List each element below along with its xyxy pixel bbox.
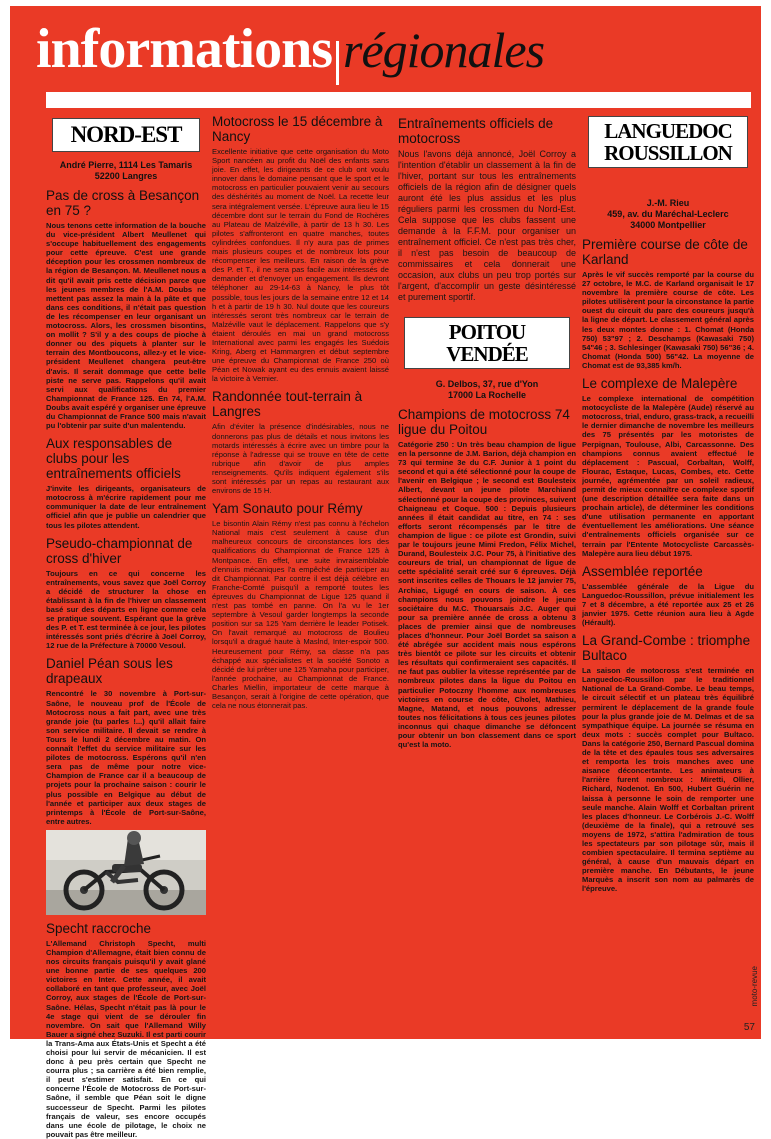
masthead-title: informations [36,18,332,80]
masthead-divider [336,41,339,85]
article-headline: Randonnée tout-terrain à Langres [212,389,363,420]
article-headline: Champions de motocross 74 ligue du Poitou [398,407,570,437]
article-body: Le bisontin Alain Rémy n'est pas connu à l'échelon National mais c'est seulement à cause d'un malheureux concours de circonstances lors des qualifications du Championnat de France 125 à Montpance. En effet, une suite invraisemblable d'ennuis mécaniques l'a empêché de participer au dit Championnat. Par contre il est déjà célèbre en Franche-Comté puisqu'il a remporté toutes les épreuves du Championnat de Ligue 125 quand il n'est pas tombé en panne. On l'a vu le 1er septembre à Vesoul garder longtemps la seconde position sur sa 125 Yam derrière le leader Potisek. On l'avait remarqué au motocross de Boulieu lorsqu'il a dragué haute à Maslnd, Inter-espoir 500. Heureusement pour Rémy, sa classe n'a pas échappé aux spécialistes et la société Sonoto a décidé de lui prêter une 125 Yamaha pour participer, l'année prochaine, au Championnat de France. Charles Miellin, importateur de cette marque à Besançon, serait à l'origine de cette opération, que cela ne nous étonnerait pas. [212,519,389,711]
article-body: J'invite les dirigeants, organisateurs de motocross à m'écrire rapidement pour me communiquer la date de leur entraînement officiel afin que je publie un calendrier que tous les pilotes attendent. [46,484,206,530]
column-4 [582,114,754,1029]
article-headline: Entraînements officiels de motocross [398,116,554,146]
article-body: La saison de motocross s'est terminée en Languedoc-Roussillon par le traditionnel National de La Grand-Combe. Le beau temps, le circuit sélectif et un plateau très équilibré permirent le déplacement de la grande foule pour la plus grande joie de M. Delmas et de sa sympathique équipe. La journée se résuma en deux mots : succès complet pour Bultaco. Dans la catégorie 250, Bernard Pascual domina de la tête et des épaules tous ses adversaires et remporta les trois manches avec une aisance déconcertante. Les animateurs à l'arrière furent nombreux : Miretti, Ollier, Richard, Nodenot. En 500, Hubert Guérin ne laissa à personne le soin de remporter une seule manche. Alain Wolff et Corbaltan prirent les places d'honneur. Le Corbérois J.-C. Wolff (deuxième de la finale), qui a retrouvé ses moyens de 1972, s'attira l'admiration de tous les spectateurs par son pilotage sûr, mais il combien spectaculaire. Il termina septième au général, à cause d'un mauvais départ en première manche. En Débutants, le jeune Marquès a inscrit son nom au palmarès de l'épreuve. [582,666,754,894]
article-body: Catégorie 250 : Un très beau champion de ligue en la personne de J.M. Barion, déjà champion en 73 qui termine 3e du C.F. Junior à 1 point du second et qui a été sélectionné pour la coupe de l'avenir en Belgique ; le second est Boulesteix Albert, devant un jeune pilote Marchiand sélectionné pour la coupe des provinces, suivent Chaigneau et Coque. 500 : Depuis plusieurs années il était candidat au titre, en 74 : ses efforts seront récompensés par le titre de champion de ligue : ce pilote est Grondin, suivi par le toujours jeune Mimi Fredon, Félix Michel, Durand, Boulesteix J.C. Pour 75, à l'initiative des coureurs de trial, un championnat de ligue de cette spécialité serait créé sur 6 épreuves. Déjà sont inscrites celles de Thouars le 12 janvier 75, Archiac, Ligugé en cours de saison. À ces champions nous pouvons joindre le jeune sociétaire du M.C. Thouarsais J.C. Auger qui pour sa première année de cross a obtenu 3 places de premier ainsi que de nombreuses places d'honneur. Pour Joël Bordet sa saison a été abrégée sur accident mais nous espérons très bientôt ce pilote sur les circuits et obtenir les résultats qui confirmeraient ses capacités. Il ne faut pas oublier la vitesse représentée par de nombreux pilotes dans la ligue du Poitou en particulier Potoczny l'homme aux nombreuses victoires en course de côte, Cholet, Mathieu, Magne, Matand, et nous pouvons adresser toutes nos félicitations à tous ces jeunes pilotes inconnus qui chaque dimanche se défoncent pour obtenir un bon classement dans ce sport qu'est la moto. [398,440,576,750]
page-number: 57 [743,1022,755,1033]
article-headline: Daniel Péan sous les drapeaux [46,656,173,687]
article-headline: Le complexe de Malepère [582,376,738,392]
magazine-page [10,6,761,1139]
article-body: Rencontré le 30 novembre à Port-sur-Saône, le nouveau prof de l'École de Motocross nous a fait part, avec une très grande joie (tu parles !...) qu'il allait faire son service militaire. Il devait se rendre à Tours le lundi 2 décembre au matin. On connaît l'effet du service militaire sur les pilotes de motocross. Espérons qu'il n'en sera pas de même pour notre vice-Champion de France car il a beaucoup de projets pour la prochaine saison : courir le plus possible en Belgique au début de l'année et participer aux deux stages de printemps à l'École de Port-sur-Saône, entre autres. [46,689,206,826]
article-headline: Specht raccroche [46,920,152,936]
article-headline: Première course de côte de Karland [582,237,748,267]
correspondent-address: J.-M. Rieu 459, av. du Maréchal-Leclerc 34000 Montpellier [607,198,729,230]
column-1 [46,114,206,1139]
section-title-nord-est: NORD-EST [52,118,200,152]
article-headline: Aux responsables de clubs pour les entraînements officiels [46,436,181,482]
correspondent-address: G. Delbos, 37, rue d'Yon 17000 La Rochelle [435,379,539,400]
article-body: Toujours en ce qui concerne les entraînements, vous savez que Joël Corroy a décidé de structurer la chose en établissant à la fin de l'hiver un classement basé sur des départs en ligne comme cela se pratique souvent. Espérant que la grève des P. et T. est terminée à ce jour, les pilotes intéressés sont priés d'écrire à Joël Corroy, 12 rue de la Préfecture à 70000 Vesoul. [46,568,206,651]
article-headline: Motocross le 15 décembre à Nancy [212,114,383,144]
correspondent-address: André Pierre, 1114 Les Tamaris 52200 Langres [59,160,193,181]
masthead [36,14,756,84]
article-body: Afin d'éviter la présence d'indésirables, nous ne donnerons pas plus de détails et nous invitons les motards intéressés à écrire avec un timbre pour la réponse à l'adresse qui se trouve en tête de cette rubrique afin d'avoir de plus amples renseignements. Qu'ils indiquent également s'ils sont intéressés par un repas au restaurant aux environs de 15 H. [212,422,389,496]
column-2 [212,114,389,1029]
article-body: L'assemblée générale de la Ligue du Languedoc-Roussillon, prévue initialement les 7 et 8 décembre, a été reportée aux 25 et 26 janvier 1975. Cette réunion aura lieu à Agde (Hérault). [582,581,754,628]
column-3 [398,114,576,1029]
article-body: Nous l'avons déjà annoncé, Joël Corroy a l'intention d'établir un classement à la fin de l'hiver, portant sur tous les entraînements officiels de la région afin de désigner quels auront été les plus assidus et les plus réguliers parmi les crossmen du Nord-Est. Cela suppose que les clubs fassent une demande à la F.F.M. pour organiser un entraînement officiel. Ce n'est pas très cher, il n'est pas besoin de beaucoup de commissaires et cela donnerait une occasion, aux clubs un peu trop portés sur l'argent, d'accomplir un geste désintéressé et purement sportif. [398,149,576,302]
article-headline: Assemblée reportée [582,563,703,579]
motocross-rider-photo [46,830,206,915]
section-title-poitou-vendee: POITOU VENDÉE [404,317,570,369]
article-headline: La Grand-Combe : triomphe Bultaco [582,633,751,664]
section-title-languedoc-roussillon: LANGUEDOC ROUSSILLON [588,116,748,168]
masthead-subtitle: régionales [343,22,545,78]
article-body: L'Allemand Christoph Specht, multi Champion d'Allemagne, était bien connu de nos circuits français puisqu'il y avait glané une bonne partie de ses quelques 200 victoires en Inter. Cette année, il avait collaboré en tant que professeur, avec Joël Corroy, aux stages de l'École de Port-sur-Saône. Hélas, Specht n'était pas là pour le 4e stage qui vient de se dérouler fin novembre. On sait que l'Allemand Willy Bauer a signé chez Suzuki. Il est parti courir la Trans-Ama aux États-Unis et Specht a été choisi pour lui servir de mécanicien. Il est donc à peu près certain que Specht ne courra plus ; sa carrière a été bien remplie, il peut s'estimer satisfait. En ce qui concerne l'École de Motocross de Port-sur-Saône, il semble que Péan soit le digne successeur de Specht. Parmi les pilotes français de valeur, ses encore occupés dans une école de pilotage, le choix ne pouvait pas être meilleur. [46,938,206,1139]
article-body: Excellente initiative que cette organisation du Moto Sport nancéen au profit du Noël des enfants sans joie. En effet, les dirigeants de ce club ont voulu innover dans le domaine pensant que le sport et le motocross en particulier pouvaient venir au secours des déshérités au moment de Noël. La recette leur sera intégralement versée. L'épreuve aura lieu le 15 décembre dont sur le terrain du Fond de Rochères au Plateau de Malzéville, à partir de 13 h 30. Les pilotes s'affronteront en quatre manches, toutes cylindrées confondues. Il n'y aura pas de primes mais plusieurs coupes et de nombreux lots pour récompenser les meilleurs. En raison de la grève des P. et T., il ne sera pas facile aux intéressés de demander et d'envoyer un engagement. Ils devront téléphoner au 29-14-63 à Nancy, le plus tôt possible, tous les jours de la semaine entre 12 et 14 h et à partir de 19 h 30. Nul doute que les coureurs intéressés seront très nombreux car le terrain de Malzéville vaut le déplacement. Rappelons que s'y étaient déroulés en mai un grand motocross International avec parmi les engagés les Suédois Kring, Aberg et Hammargren et début septembre une épreuve du Championnat de France 250 où Péan et Nowak ayant eu des ennuis avaient laissé la victoire à Vernier. [212,147,389,384]
article-body: Nous tenons cette information de la bouche du vice-président Albert Meullenet qui s'occupe habituellement des engagements pour cette épreuve. C'est une grande déception pour les crossmen nombreux de la région de Besançon. M. Meullenet nous a dit qu'il avait pris cette décision parce que les jeunes membres de l'A.M. Doubs ne mettent pas assez la main à la pâte et que dans ces conditions, il n'était pas question de les récompenser en leur organisant un motocross. Alors, les crossmen bisontins, on mollit ? S'il y a des coups de pioche à donner ou des piquets à planter sur le terrain des Montboucons, allez-y et le vice-président Meullenet changera peut-être d'avis. Il serait dommage que cette belle piste ne serve pas. Rappelons qu'il avait servi aux qualifications du premier Championnat de France 125. En 74, l'A.M. Doubs avait espéré y organiser une épreuve du Championnat de France 500 mais n'avait pu l'obtenir par suite d'un malentendu. [46,221,206,431]
article-headline: Pseudo-championnat de cross d'hiver [46,535,193,566]
motorcycle-icon [46,830,206,915]
side-credit: moto-revue [750,966,759,1007]
article-headline: Yam Sonauto pour Rémy [212,501,363,517]
masthead-rule [46,92,751,108]
article-body: Le complexe international de compétition motocycliste de la Malepère (Aude) réservé au motocross, trial, enduro, grass-track, a recueilli le dernier dimanche de novembre les meilleurs des 75 présentés par les motoristes de Perpignan, Toulouse, Albi, Carcassonne. Des champions connus avaient effectué le déplacement : Pascual, Corbaltan, Wolff, Flourac, Estaque, Lucas, Combes, etc. Cette journée, agrémentée par un soleil radieux, permit de mieux connaître ce complexe sportif (une description détaillée sera faite dans un prochain article), de déterminer les conditions d'une utilisation permanente en apportant éventuellement les améliorations. Une séance d'entraînements officiels organisée sur ce terrain par l'Entente Motocycliste Carcassès-Malepère aura lieu début 1975. [582,394,754,558]
article-body: Après le vif succès remporté par la course du 27 octobre, le M.C. de Karland organisait le 17 novembre la première course de côte. Les pilotes utilisèrent pour la circonstance la partie ouest du circuit du parc des coureurs jusqu'à la ligne de départ. Le classement général après les deux montes donne : 1. Chomat (Honda 750) 53"97 ; 2. Deschamps (Kawasaki 750) 54"46 ; 3. Schlesinger (Kawasaki 750) 56"36 ; 4. Chomat (Honda 500) 56"42. La moyenne de Chomat est de 93,385 km/h. [582,270,754,370]
article-headline: Pas de cross à Besançon en 75 ? [46,188,200,218]
